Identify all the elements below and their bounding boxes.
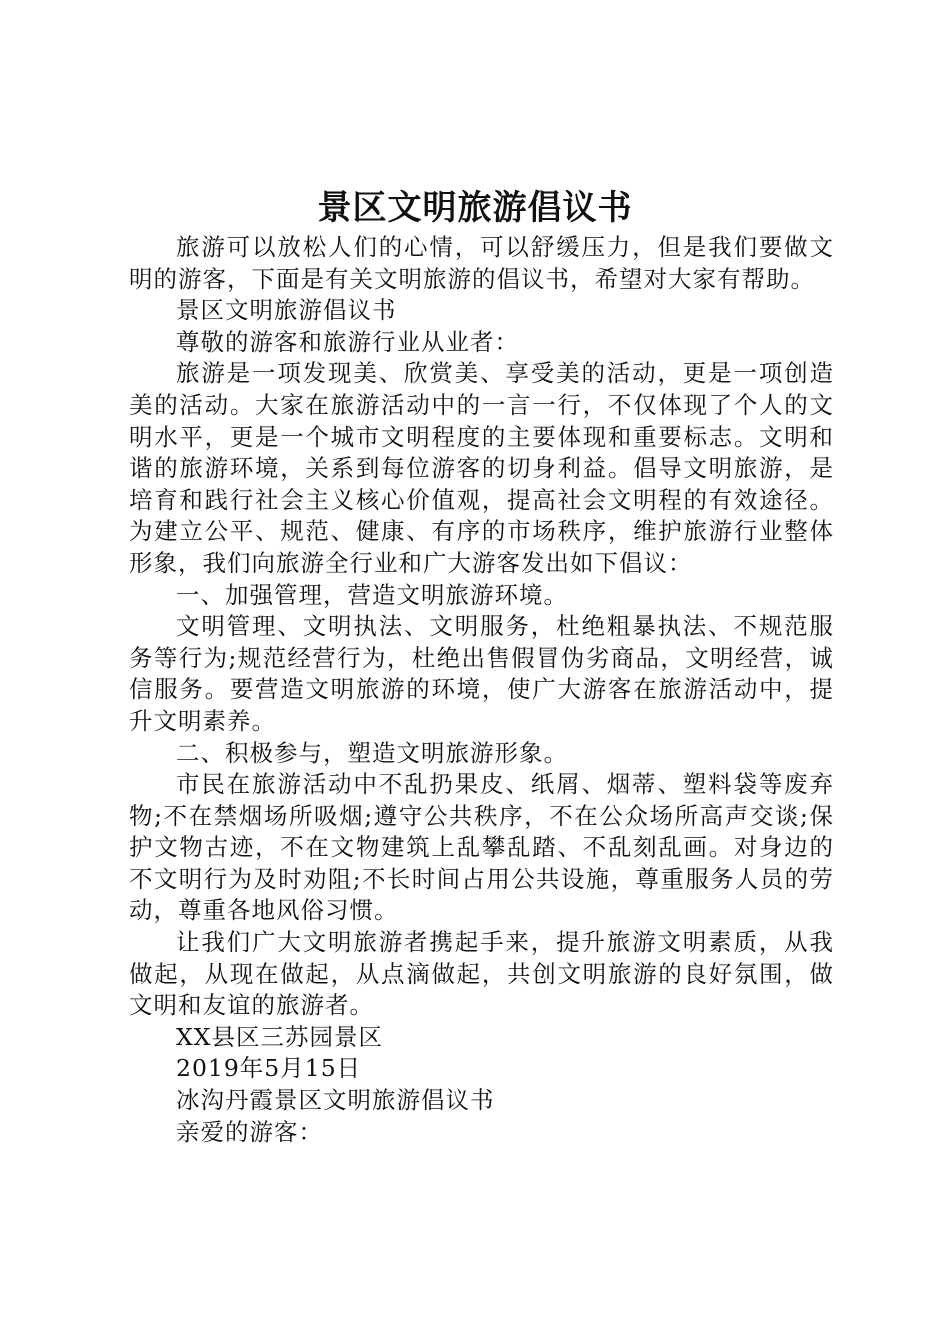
document-body xyxy=(129,232,834,1148)
salutation: 亲爱的游客： xyxy=(176,1117,323,1146)
body-paragraph: 文明管理、文明执法、文明服务，杜绝粗暴执法、不规范服务等行为;规范经营行为，杜绝出售假冒伪劣商品，文明经营，诚信服务。要营造文明旅游的环境，使广大游客在旅游活动中，提升文明素养。 xyxy=(129,612,834,735)
document-title: 景区文明旅游倡议书 xyxy=(317,188,633,228)
signature-date: 2019年5月15日 xyxy=(176,1054,362,1083)
salutation: 尊敬的游客和旅游行业从业者： xyxy=(176,327,519,356)
point-heading: 一、加强管理，营造文明旅游环境。 xyxy=(176,580,568,609)
signature-org: XX县区三苏园景区 xyxy=(176,1022,383,1051)
body-paragraph: 让我们广大文明旅游者携起手来，提升旅游文明素质，从我做起，从现在做起，从点滴做起，共创文明旅游的良好氛围，做文明和友谊的旅游者。 xyxy=(129,928,834,1020)
body-paragraph: 旅游是一项发现美、欣赏美、享受美的活动，更是一项创造美的活动。大家在旅游活动中的一言一行，不仅体现了个人的文明水平，更是一个城市文明程度的主要体现和重要标志。文明和谐的旅游环境，关系到每位游客的切身利益。倡导文明旅游，是培育和践行社会主义核心价值观，提高社会文明程的有效途径。为建立公平、规范、健康、有序的市场秩序，维护旅游行业整体形象，我们向旅游全行业和广大游客发出如下倡议： xyxy=(129,359,834,577)
section-heading: 冰沟丹霞景区文明旅游倡议书 xyxy=(176,1086,495,1115)
intro-paragraph: 旅游可以放松人们的心情，可以舒缓压力，但是我们要做文明的游客，下面是有关文明旅游的倡议书，希望对大家有帮助。 xyxy=(129,233,834,293)
point-heading: 二、积极参与，塑造文明旅游形象。 xyxy=(176,738,568,767)
body-paragraph: 市民在旅游活动中不乱扔果皮、纸屑、烟蒂、塑料袋等废弃物;不在禁烟场所吸烟;遵守公共秩序，不在公众场所高声交谈;保护文物古迹，不在文物建筑上乱攀乱踏、不乱刻乱画。对身边的不文明行为及时劝阻;不长时间占用公共设施，尊重服务人员的劳动，尊重各地风俗习惯。 xyxy=(129,770,834,925)
section-heading: 景区文明旅游倡议书 xyxy=(176,296,397,325)
